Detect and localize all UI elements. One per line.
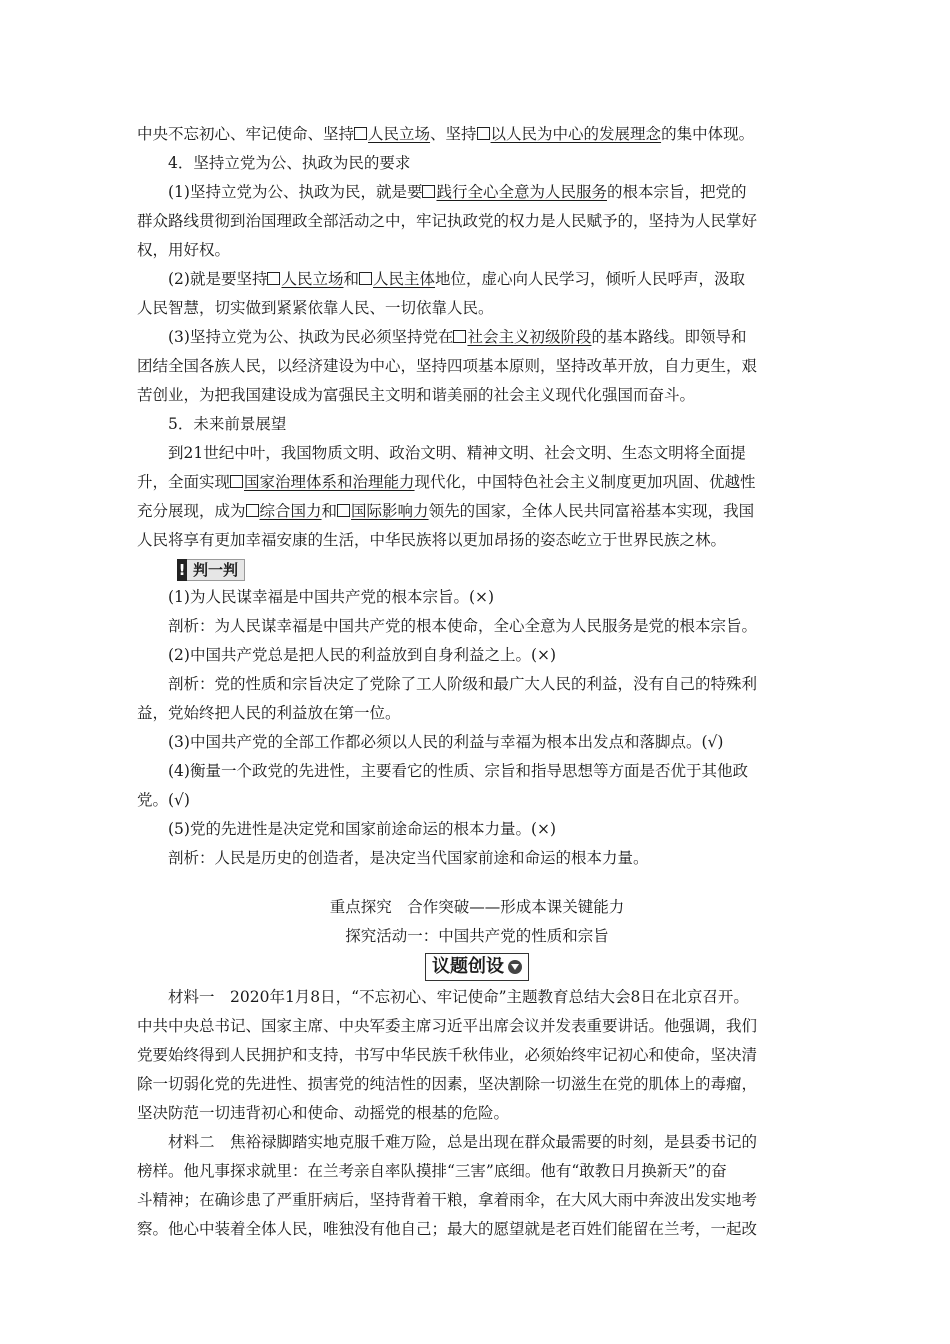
text: 人民智慧，切实做到紧紧依靠人民、一切依靠人民。 <box>137 299 494 317</box>
judge-item: (1)为人民谋幸福是中国共产党的根本宗旨。(×) <box>168 588 495 606</box>
text: 的集中体现。 <box>661 125 755 143</box>
answer-text: 人民立场 <box>368 125 431 143</box>
yiti-tag <box>137 953 817 981</box>
blank-box <box>246 504 259 517</box>
text: 中央不忘初心、牢记使命、坚持 <box>137 125 355 143</box>
answer-text: 人民立场 <box>281 270 344 288</box>
section-4-title: 4．坚持立党为公、执政为民的要求 <box>168 154 411 172</box>
section-5-title: 5．未来前景展望 <box>168 415 287 433</box>
material-2 <box>137 1128 817 1244</box>
text: 权，用好权。 <box>137 241 231 259</box>
answer-text: 社会主义初级阶段 <box>467 328 592 346</box>
text: 榜样。他凡事探求就里：在兰考亲自率队摸排“三害”底细。他有“敢教日月换新天”的奋 <box>137 1162 727 1180</box>
text: 领先的国家，全体人民共同富裕基本实现，我国 <box>428 502 755 520</box>
judge-item: (3)中国共产党的全部工作都必须以人民的利益与幸福为根本出发点和落脚点。(√) <box>168 733 724 751</box>
text: 充分展现，成为 <box>137 502 246 520</box>
answer-text: 人民主体 <box>373 270 436 288</box>
blank-box <box>453 330 466 343</box>
text: 的基本路线。即领导和 <box>591 328 747 346</box>
answer-text: 国际影响力 <box>351 502 429 520</box>
text: 人民将享有更加幸福安康的生活，中华民族将以更加昂扬的姿态屹立于世界民族之林。 <box>137 531 727 549</box>
judge-list <box>137 583 817 873</box>
text: (3)坚持立党为公、执政为民必须坚持党在 <box>168 328 454 346</box>
blank-box <box>359 272 372 285</box>
blank-box <box>230 475 243 488</box>
text: 的根本宗旨，把党的 <box>606 183 747 201</box>
text: 和 <box>343 270 359 288</box>
judge-analysis: 剖析：党的性质和宗旨决定了党除了工人阶级和最广大人民的利益，没有自己的特殊利 <box>168 675 758 693</box>
text: 斗精神；在确诊患了严重肝病后，坚持背着干粮，拿着雨伞，在大风大雨中奔波出发实地考 <box>137 1191 758 1209</box>
blank-box <box>267 272 280 285</box>
text: 苦创业，为把我国建设成为富强民主文明和谐美丽的社会主义现代化强国而奋斗。 <box>137 386 696 404</box>
intro-line <box>137 120 817 149</box>
judge-analysis: 剖析：为人民谋幸福是中国共产党的根本使命，全心全意为人民服务是党的根本宗旨。 <box>168 617 758 635</box>
answer-text: 践行全心全意为人民服务 <box>436 183 607 201</box>
judge-analysis-cont: 益，党始终把人民的利益放在第一位。 <box>137 704 401 722</box>
activity-heading: 探究活动一：中国共产党的性质和宗旨 <box>345 927 609 945</box>
material-1 <box>137 983 817 1128</box>
text: 到21世纪中叶，我国物质文明、政治文明、精神文明、社会文明、生态文明将全面提 <box>168 444 746 462</box>
text: 材料一 2020年1月8日，“不忘初心、牢记使命”主题教育总结大会8日在北京召开。 <box>168 988 749 1006</box>
text: 除一切弱化党的先进性、损害党的纯洁性的因素，坚决割除一切滋生在党的肌体上的毒瘤， <box>137 1075 758 1093</box>
section-4-p2 <box>137 265 817 323</box>
text: 地位，虚心向人民学习，倾听人民呼声，汲取 <box>435 270 746 288</box>
judge-item: (5)党的先进性是决定党和国家前途命运的根本力量。(×) <box>168 820 557 838</box>
text: 升，全面实现 <box>137 473 231 491</box>
answer-text: 综合国力 <box>259 502 322 520</box>
text: 群众路线贯彻到治国理政全部活动之中，牢记执政党的权力是人民赋予的，坚持为人民掌好 <box>137 212 758 230</box>
judge-tag <box>177 559 245 581</box>
judge-item: (4)衡量一个政党的先进性，主要看它的性质、宗旨和指导思想等方面是否优于其他政 <box>168 762 748 780</box>
text: 材料二 焦裕禄脚踏实地克服千难万险，总是出现在群众最需要的时刻，是县委书记的 <box>168 1133 758 1151</box>
explore-heading: 重点探究 合作突破——形成本课关键能力 <box>329 898 625 916</box>
blank-box <box>337 504 350 517</box>
text: (1)坚持立党为公、执政为民，就是要 <box>168 183 423 201</box>
chevron-down-icon <box>508 960 522 974</box>
text: (2)就是要坚持 <box>168 270 268 288</box>
blank-box <box>477 127 490 140</box>
document-page <box>137 120 817 1244</box>
answer-text: 国家治理体系和治理能力 <box>244 473 415 491</box>
judge-analysis: 剖析：人民是历史的创造者，是决定当代国家前途和命运的根本力量。 <box>168 849 649 867</box>
text: 察。他心中装着全体人民，唯独没有他自己；最大的愿望就是老百姓们能留在兰考，一起改 <box>137 1220 758 1238</box>
blank-box <box>354 127 367 140</box>
text: 和 <box>321 502 338 520</box>
text: 、坚持 <box>430 125 477 143</box>
blank-box <box>422 185 435 198</box>
exclamation-icon: ! <box>178 561 186 579</box>
text: 团结全国各族人民，以经济建设为中心，坚持四项基本原则，坚持改革开放，自力更生，艰 <box>137 357 758 375</box>
section-5-body <box>137 439 817 555</box>
answer-text: 以人民为中心的发展理念 <box>490 125 662 143</box>
text: 中共中央总书记、国家主席、中央军委主席习近平出席会议并发表重要讲话。他强调，我们 <box>137 1017 758 1035</box>
yiti-tag-label: 议题创设 <box>432 956 504 977</box>
judge-item-cont: 党。(√) <box>137 791 190 809</box>
section-4-p1 <box>137 178 817 265</box>
judge-tag-label: 判一判 <box>187 559 245 581</box>
text: 党要始终得到人民拥护和支持，书写中华民族千秋伟业，必须始终牢记初心和使命，坚决清 <box>137 1046 758 1064</box>
text: 坚决防范一切违背初心和使命、动摇党的根基的危险。 <box>137 1104 510 1122</box>
judge-item: (2)中国共产党总是把人民的利益放到自身利益之上。(×) <box>168 646 557 664</box>
section-4-p3 <box>137 323 817 410</box>
text: 现代化，中国特色社会主义制度更加巩固、优越性 <box>414 473 756 491</box>
